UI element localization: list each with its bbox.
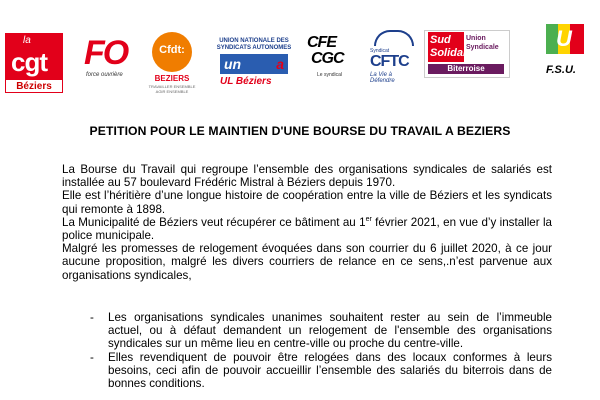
list-item [90,311,552,351]
cftc-arch-icon [374,30,414,46]
cgt-logo-text: cgt [11,47,47,77]
cfdt-logo-sub: TRAVAILLER ENSEMBLE AGIR ENSEMBLE [148,84,196,94]
paragraph-3-end: février 2021, en vue d’y installer la police municipale. [62,215,552,243]
unsa-logo-right: a [276,56,284,72]
cfe-cgc-logo [305,34,363,86]
cfe-cgc-logo-sub: Le syndical [317,72,343,78]
cfdt-logo [145,32,199,94]
fsu-logo-letter: U [556,26,572,51]
fsu-logo-text: F.S.U. [546,64,576,76]
paragraph-3-sup: er [365,215,372,223]
list-item [90,351,552,391]
sud-logo-text-2: Solidaires [430,47,483,59]
fsu-logo [542,24,592,86]
sud-logo-union-2: Syndicale [466,44,499,51]
bullet-text-1: Les organisations syndicales unanimes souhaitent rester au sein de l’immeuble actuel, ou à défaut demandent un relogement de l'ensemble des organisations syndicales sur un même lieu en centre-ville ou proche du centre-ville. [108,311,552,351]
unsa-logo-box [220,54,288,74]
cftc-logo-sub: La Vie à Défendre [370,72,395,84]
cfe-cgc-logo-line1: CFE [307,34,336,51]
fo-logo-text: FO [84,34,128,72]
sud-logo-union [466,34,499,52]
paragraph-2: Elle est l’héritière d’une longue histoire de coopération entre la ville de Béziers et les syndicats qui remonte à 1898. [62,189,552,216]
bullet-text-2: Elles revendiquent de pouvoir être relogées dans des locaux conformes à leurs besoins, ceci afin de pouvoir accueillir l’ensemble des salariés du biterrois dans de bonnes conditions. [108,350,552,391]
fo-logo-sub: force ouvrière [86,72,123,78]
paragraph-3-start: La Municipalité de Béziers veut récupérer ce bâtiment au 1 [62,215,366,229]
cgt-logo-la: la [23,35,31,46]
sud-logo-text-1: Sud [430,34,451,46]
fo-logo [80,34,132,84]
paragraph-4: Malgré les promesses de relogement évoquées dans son courrier du 6 juillet 2020, à ce jour aucune proposition, malgré les divers courriers de relance en ce sens,.n’est parvenue aux organisations syndicales, [62,242,552,282]
cgt-logo [5,33,63,93]
cfdt-logo-text: Cfdt: [159,44,185,56]
sud-logo-city: Biterroise [428,64,504,74]
unsa-logo-city: UL Béziers [220,76,272,87]
paragraph-1: La Bourse du Travail qui regroupe l’ensemble des organisations syndicales de salariés est installée au 57 boulevard Frédéric Mistral à Béziers depuis 1970. [62,163,552,190]
sud-logo-union-1: Union [466,35,486,42]
sud-solidaires-logo [424,30,508,78]
bullet-dash: - [90,350,94,364]
cftc-logo-text: CFTC [370,53,409,70]
cftc-logo [368,28,416,84]
unsa-logo-left: un [224,56,242,72]
unsa-logo-header: UNION NATIONALE DES SYNDICATS AUTONOMES [216,38,292,51]
paragraph-3 [62,216,552,242]
cfdt-logo-city: BEZIERS [154,74,190,83]
cftc-logo-syndicat: Syndicat [370,48,390,54]
cgt-logo-city: Béziers [5,79,63,93]
bullet-dash: - [90,311,94,324]
fsu-logo-red-bar [570,24,584,54]
petition-body [62,163,552,282]
union-logos-banner [0,0,600,95]
petition-title: PETITION POUR LE MAINTIEN D'UNE BOURSE DU TRAVAIL A BEZIERS [89,124,511,138]
demands-list [90,311,552,390]
unsa-logo [214,38,294,90]
cfe-cgc-logo-line2: CGC [311,50,344,67]
